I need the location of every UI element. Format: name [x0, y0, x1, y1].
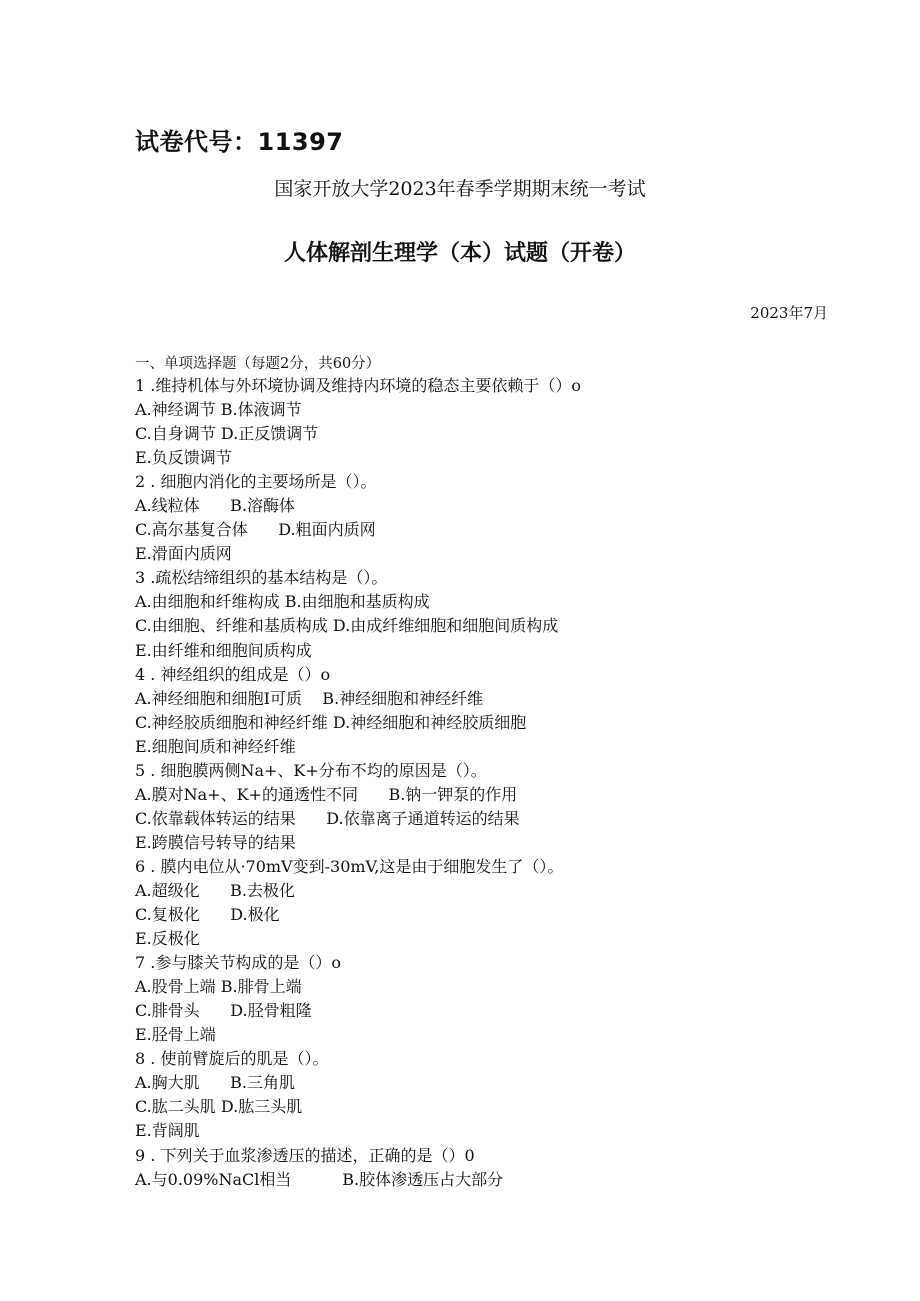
option-line: E.负反馈调节	[135, 448, 232, 468]
option-line: C.神经胶质细胞和神经纤维 D.神经细胞和神经胶质细胞	[135, 712, 527, 732]
question-stem: 7 .参与膝关节构成的是（）o	[135, 953, 341, 973]
option-line: A.线粒体 B.溶酶体	[135, 496, 296, 516]
option-line: C.自身调节 D.正反馈调节	[135, 424, 319, 444]
option-line: A.由细胞和纤维构成 B.由细胞和基质构成	[135, 592, 430, 612]
option-line: E.胫骨上端	[135, 1025, 216, 1045]
option-line: A.膜对Na+、K+的通透性不同 B.钠一钾泵的作用	[135, 784, 518, 804]
exam-title: 国家开放大学2023年春季学期期末统一考试	[274, 178, 646, 200]
option-line: E.细胞间质和神经纤维	[135, 736, 296, 756]
question-stem: 9 . 下列关于血浆渗透压的描述，正确的是（）0	[135, 1145, 475, 1165]
option-line: C.复极化 D.极化	[135, 905, 280, 925]
option-line: A.股骨上端 B.腓骨上端	[135, 977, 302, 997]
option-line: E.跨膜信号转导的结果	[135, 832, 296, 852]
question-list	[135, 374, 835, 1192]
option-line: E.反极化	[135, 929, 200, 949]
question-stem: 1 .维持机体与外环境协调及维持内环境的稳态主要依赖于（）o	[135, 376, 581, 395]
question-stem: 3 .疏松结缔组织的基本结构是（）。	[135, 568, 388, 588]
question-stem: 8 . 使前臂旋后的肌是（）。	[135, 1049, 329, 1069]
option-line: E.背阔肌	[135, 1121, 200, 1141]
option-line: E.滑面内质网	[135, 544, 232, 564]
question-stem: 2 . 细胞内消化的主要场所是（）。	[135, 472, 377, 492]
option-line: A.胸大肌 B.三角肌	[135, 1073, 296, 1093]
option-line: A.神经调节 B.体液调节	[135, 400, 302, 420]
option-line: E.由纤维和细胞间质构成	[135, 640, 312, 660]
question-stem: 5 . 细胞膜两侧Na+、K+分布不均的原因是（）。	[135, 760, 487, 780]
paper-title: 人体解剖生理学（本）试题（开卷）	[283, 241, 636, 266]
option-line: C.腓骨头 D.胫骨粗隆	[135, 1001, 312, 1021]
exam-code: 试卷代号：11397	[135, 128, 344, 156]
question-stem: 6 . 膜内电位从·70mV变到-30mV,这是由于细胞发生了（）。	[135, 856, 564, 876]
option-line: A.与0.09%NaCl相当 B.胶体渗透压占大部分	[135, 1169, 504, 1189]
question-stem: 4 . 神经组织的组成是（）o	[135, 664, 331, 684]
option-line: C.高尔基复合体 D.粗面内质网	[135, 520, 376, 540]
option-line: C.由细胞、纤维和基质构成 D.由成纤维细胞和细胞间质构成	[135, 616, 559, 636]
option-line: C.肱二头肌 D.肱三头肌	[135, 1097, 303, 1117]
option-line: A.超级化 B.去极化	[135, 880, 296, 900]
option-line: A.神经细胞和细胞I可质 B.神经细胞和神经纤维	[135, 688, 484, 708]
option-line: C.依靠载体转运的结果 D.依靠离子通道转运的结果	[135, 808, 520, 828]
section-title: 一、单项选择题（每题2分，共60分）	[135, 356, 381, 372]
exam-date: 2023年7月	[750, 304, 828, 322]
